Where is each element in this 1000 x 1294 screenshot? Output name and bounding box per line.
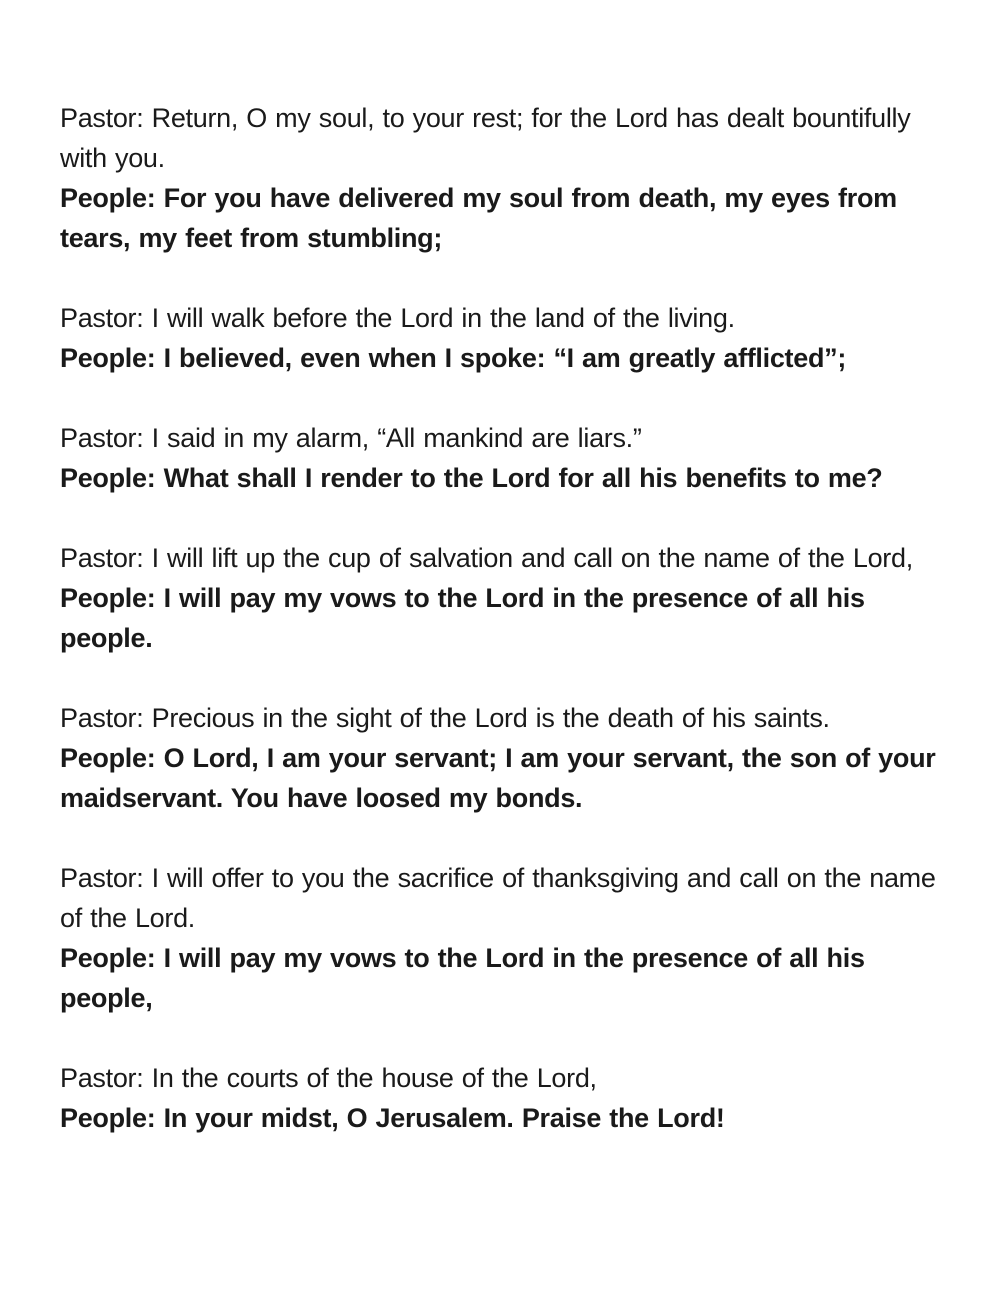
exchange-5	[60, 698, 945, 818]
people-line: People: O Lord, I am your servant; I am your servant, the son of your maidservant. You have loosed my bonds.	[60, 743, 936, 813]
pastor-line: Pastor: I will offer to you the sacrifice of thanksgiving and call on the name of the Lord.	[60, 863, 936, 933]
exchange-3	[60, 418, 945, 498]
people-line: People: For you have delivered my soul from death, my eyes from tears, my feet from stumbling;	[60, 183, 897, 253]
people-line: People: What shall I render to the Lord for all his benefits to me?	[60, 463, 883, 493]
pastor-line: Pastor: Precious in the sight of the Lord is the death of his saints.	[60, 703, 830, 733]
people-line: People: I will pay my vows to the Lord in the presence of all his people.	[60, 583, 865, 653]
pastor-line: Pastor: I will walk before the Lord in the land of the living.	[60, 303, 735, 333]
people-line: People: In your midst, O Jerusalem. Praise the Lord!	[60, 1103, 725, 1133]
exchange-4	[60, 538, 945, 658]
exchange-1	[60, 98, 945, 258]
people-line: People: I believed, even when I spoke: “I am greatly afflicted”;	[60, 343, 847, 373]
pastor-line: Pastor: I will lift up the cup of salvation and call on the name of the Lord,	[60, 543, 913, 573]
pastor-line: Pastor: Return, O my soul, to your rest; for the Lord has dealt bountifully with you.	[60, 103, 911, 173]
exchange-7	[60, 1058, 945, 1138]
pastor-line: Pastor: I said in my alarm, “All mankind are liars.”	[60, 423, 642, 453]
exchange-2	[60, 298, 945, 378]
exchange-6	[60, 858, 945, 1018]
pastor-line: Pastor: In the courts of the house of the Lord,	[60, 1063, 597, 1093]
people-line: People: I will pay my vows to the Lord in the presence of all his people,	[60, 943, 865, 1013]
